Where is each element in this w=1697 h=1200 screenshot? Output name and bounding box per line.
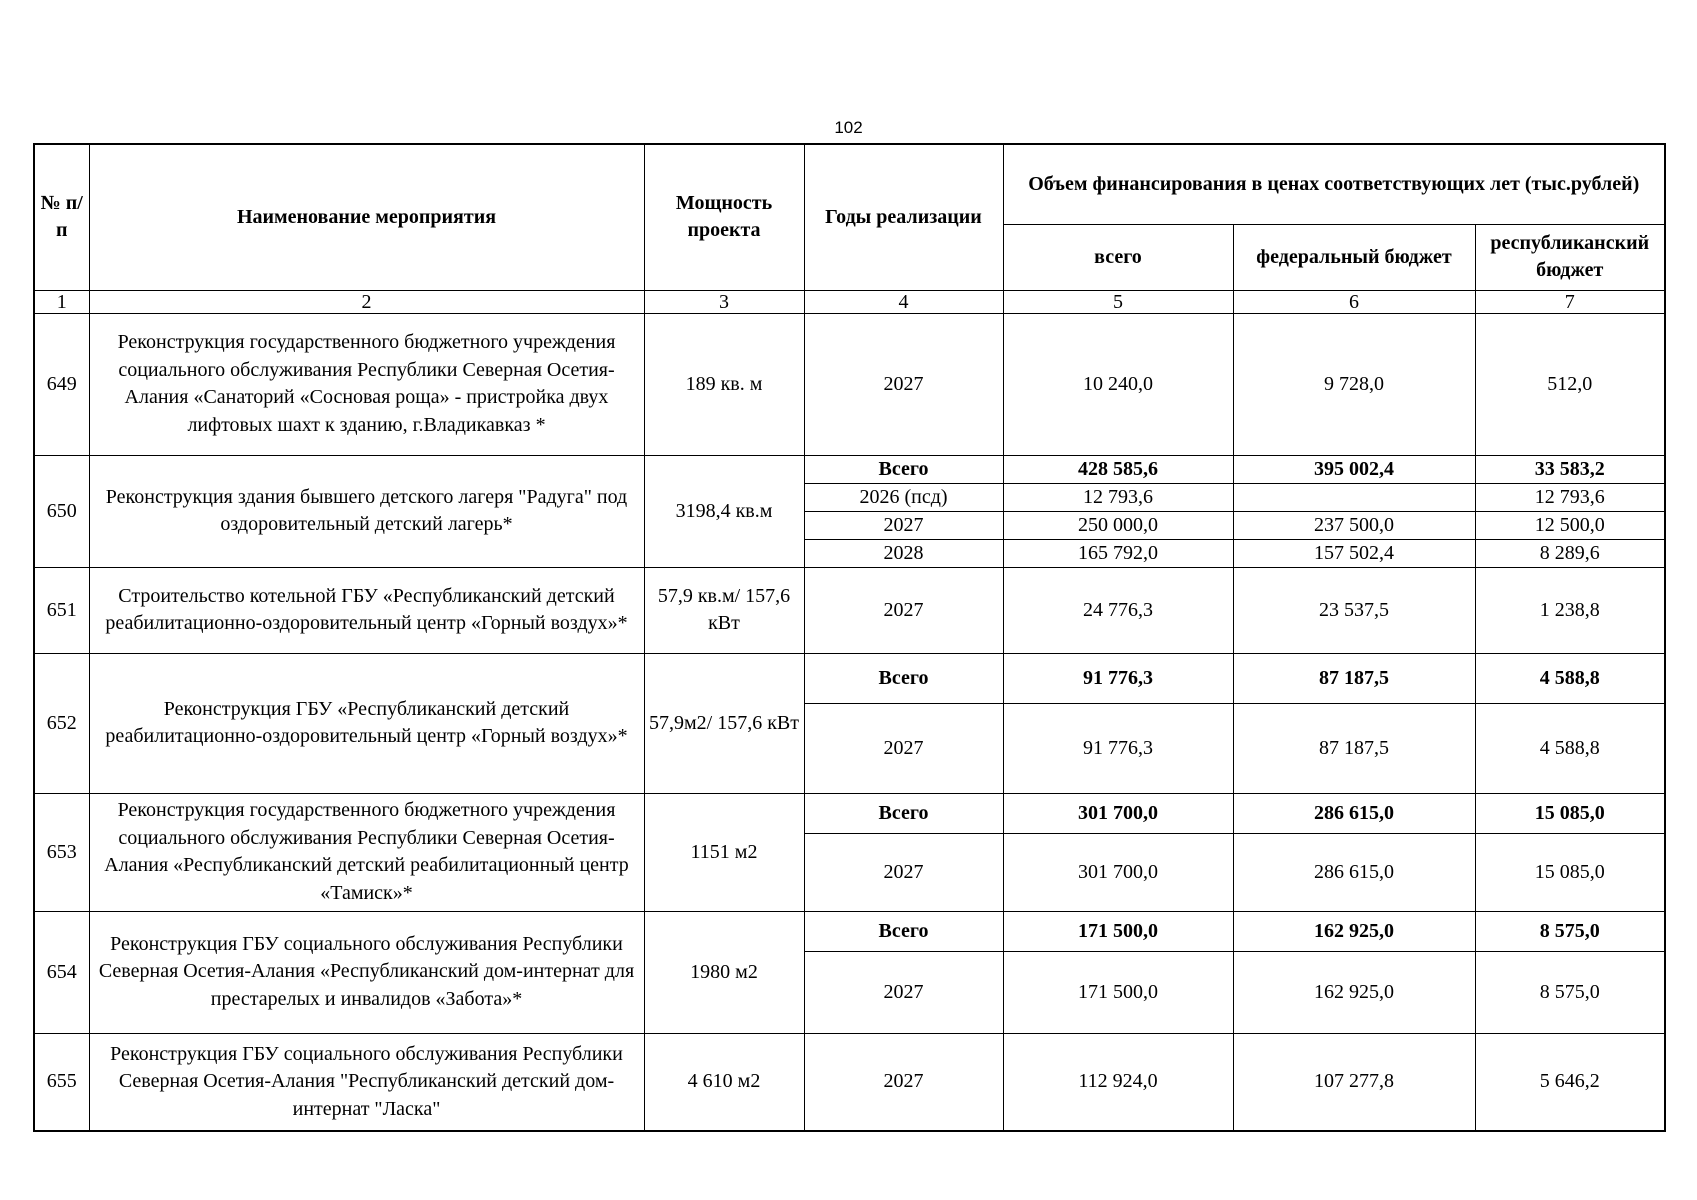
header-power: Мощность проекта [644, 144, 804, 290]
implementation-year: 2027 [804, 313, 1003, 455]
financing-federal: 395 002,4 [1233, 455, 1475, 483]
financing-total: 171 500,0 [1003, 951, 1233, 1033]
project-power: 3198,4 кв.м [644, 455, 804, 567]
header-years: Годы реализации [804, 144, 1003, 290]
row-number: 655 [34, 1033, 89, 1131]
row-number: 651 [34, 567, 89, 653]
implementation-year: 2027 [804, 703, 1003, 793]
table-row [34, 793, 1665, 833]
header-federal: федеральный бюджет [1233, 224, 1475, 290]
financing-republic: 15 085,0 [1475, 833, 1665, 911]
activity-name: Реконструкция ГБУ социального обслуживания Республики Северная Осетия-Алания "Республиканский детский дом-интернат "Ласка" [89, 1033, 644, 1131]
column-number: 6 [1233, 290, 1475, 313]
financing-republic: 4 588,8 [1475, 653, 1665, 703]
implementation-year: Всего [804, 793, 1003, 833]
financing-table [33, 143, 1666, 1132]
column-number: 4 [804, 290, 1003, 313]
financing-republic: 12 500,0 [1475, 511, 1665, 539]
financing-republic: 4 588,8 [1475, 703, 1665, 793]
column-number: 2 [89, 290, 644, 313]
column-number: 7 [1475, 290, 1665, 313]
table-row [34, 911, 1665, 951]
row-number: 650 [34, 455, 89, 567]
financing-total: 24 776,3 [1003, 567, 1233, 653]
financing-federal: 87 187,5 [1233, 653, 1475, 703]
financing-total: 250 000,0 [1003, 511, 1233, 539]
implementation-year: 2027 [804, 833, 1003, 911]
financing-federal: 162 925,0 [1233, 951, 1475, 1033]
financing-total: 165 792,0 [1003, 539, 1233, 567]
header-total: всего [1003, 224, 1233, 290]
implementation-year: Всего [804, 455, 1003, 483]
financing-total: 91 776,3 [1003, 653, 1233, 703]
financing-federal: 9 728,0 [1233, 313, 1475, 455]
project-power: 1980 м2 [644, 911, 804, 1033]
project-power: 1151 м2 [644, 793, 804, 911]
financing-total: 112 924,0 [1003, 1033, 1233, 1131]
financing-republic: 8 575,0 [1475, 911, 1665, 951]
financing-total: 12 793,6 [1003, 483, 1233, 511]
activity-name: Реконструкция государственного бюджетного учреждения социального обслуживания Республики Северная Осетия-Алания «Санаторий «Сосновая роща» - пристройка двух лифтовых шахт к зданию, г.Владикавказ * [89, 313, 644, 455]
financing-republic: 12 793,6 [1475, 483, 1665, 511]
row-number: 654 [34, 911, 89, 1033]
project-power: 189 кв. м [644, 313, 804, 455]
financing-federal [1233, 483, 1475, 511]
column-number: 5 [1003, 290, 1233, 313]
table-row [34, 455, 1665, 483]
table-row [34, 653, 1665, 703]
financing-republic: 512,0 [1475, 313, 1665, 455]
financing-republic: 33 583,2 [1475, 455, 1665, 483]
table-body [34, 313, 1665, 1131]
financing-total: 301 700,0 [1003, 833, 1233, 911]
column-number: 3 [644, 290, 804, 313]
header-num: № п/п [34, 144, 89, 290]
row-number: 652 [34, 653, 89, 793]
implementation-year: Всего [804, 911, 1003, 951]
column-number: 1 [34, 290, 89, 313]
financing-federal: 23 537,5 [1233, 567, 1475, 653]
row-number: 653 [34, 793, 89, 911]
header-name: Наименование мероприятия [89, 144, 644, 290]
row-number: 649 [34, 313, 89, 455]
financing-federal: 237 500,0 [1233, 511, 1475, 539]
financing-federal: 286 615,0 [1233, 793, 1475, 833]
implementation-year: 2027 [804, 511, 1003, 539]
implementation-year: Всего [804, 653, 1003, 703]
financing-total: 91 776,3 [1003, 703, 1233, 793]
financing-republic: 1 238,8 [1475, 567, 1665, 653]
implementation-year: 2028 [804, 539, 1003, 567]
implementation-year: 2027 [804, 1033, 1003, 1131]
header-financing: Объем финансирования в ценах соответствующих лет (тыс.рублей) [1003, 144, 1665, 224]
project-power: 57,9м2/ 157,6 кВт [644, 653, 804, 793]
table-row [34, 567, 1665, 653]
table-row [34, 1033, 1665, 1131]
financing-total: 171 500,0 [1003, 911, 1233, 951]
table-row [34, 313, 1665, 455]
financing-total: 428 585,6 [1003, 455, 1233, 483]
project-power: 57,9 кв.м/ 157,6 кВт [644, 567, 804, 653]
implementation-year: 2027 [804, 567, 1003, 653]
implementation-year: 2026 (псд) [804, 483, 1003, 511]
financing-republic: 15 085,0 [1475, 793, 1665, 833]
financing-federal: 157 502,4 [1233, 539, 1475, 567]
activity-name: Реконструкция ГБУ «Республиканский детский реабилитационно-оздоровительный центр «Горный воздух»* [89, 653, 644, 793]
financing-federal: 87 187,5 [1233, 703, 1475, 793]
header-republic: республиканский бюджет [1475, 224, 1665, 290]
financing-republic: 8 575,0 [1475, 951, 1665, 1033]
table-header [34, 144, 1665, 313]
page-number: 102 [834, 118, 863, 137]
financing-republic: 8 289,6 [1475, 539, 1665, 567]
financing-republic: 5 646,2 [1475, 1033, 1665, 1131]
financing-federal: 107 277,8 [1233, 1033, 1475, 1131]
project-power: 4 610 м2 [644, 1033, 804, 1131]
activity-name: Реконструкция здания бывшего детского лагеря "Радуга" под оздоровительный детский лагерь* [89, 455, 644, 567]
financing-total: 301 700,0 [1003, 793, 1233, 833]
financing-federal: 286 615,0 [1233, 833, 1475, 911]
financing-total: 10 240,0 [1003, 313, 1233, 455]
implementation-year: 2027 [804, 951, 1003, 1033]
column-number-row [34, 290, 1665, 313]
activity-name: Реконструкция ГБУ социального обслуживания Республики Северная Осетия-Алания «Республиканский дом-интернат для престарелых и инвалидов «Забота»* [89, 911, 644, 1033]
financing-federal: 162 925,0 [1233, 911, 1475, 951]
activity-name: Строительство котельной ГБУ «Республиканский детский реабилитационно-оздоровительный центр «Горный воздух»* [89, 567, 644, 653]
activity-name: Реконструкция государственного бюджетного учреждения социального обслуживания Республики Северная Осетия-Алания «Республиканский детский реабилитационный центр «Тамиск»* [89, 793, 644, 911]
